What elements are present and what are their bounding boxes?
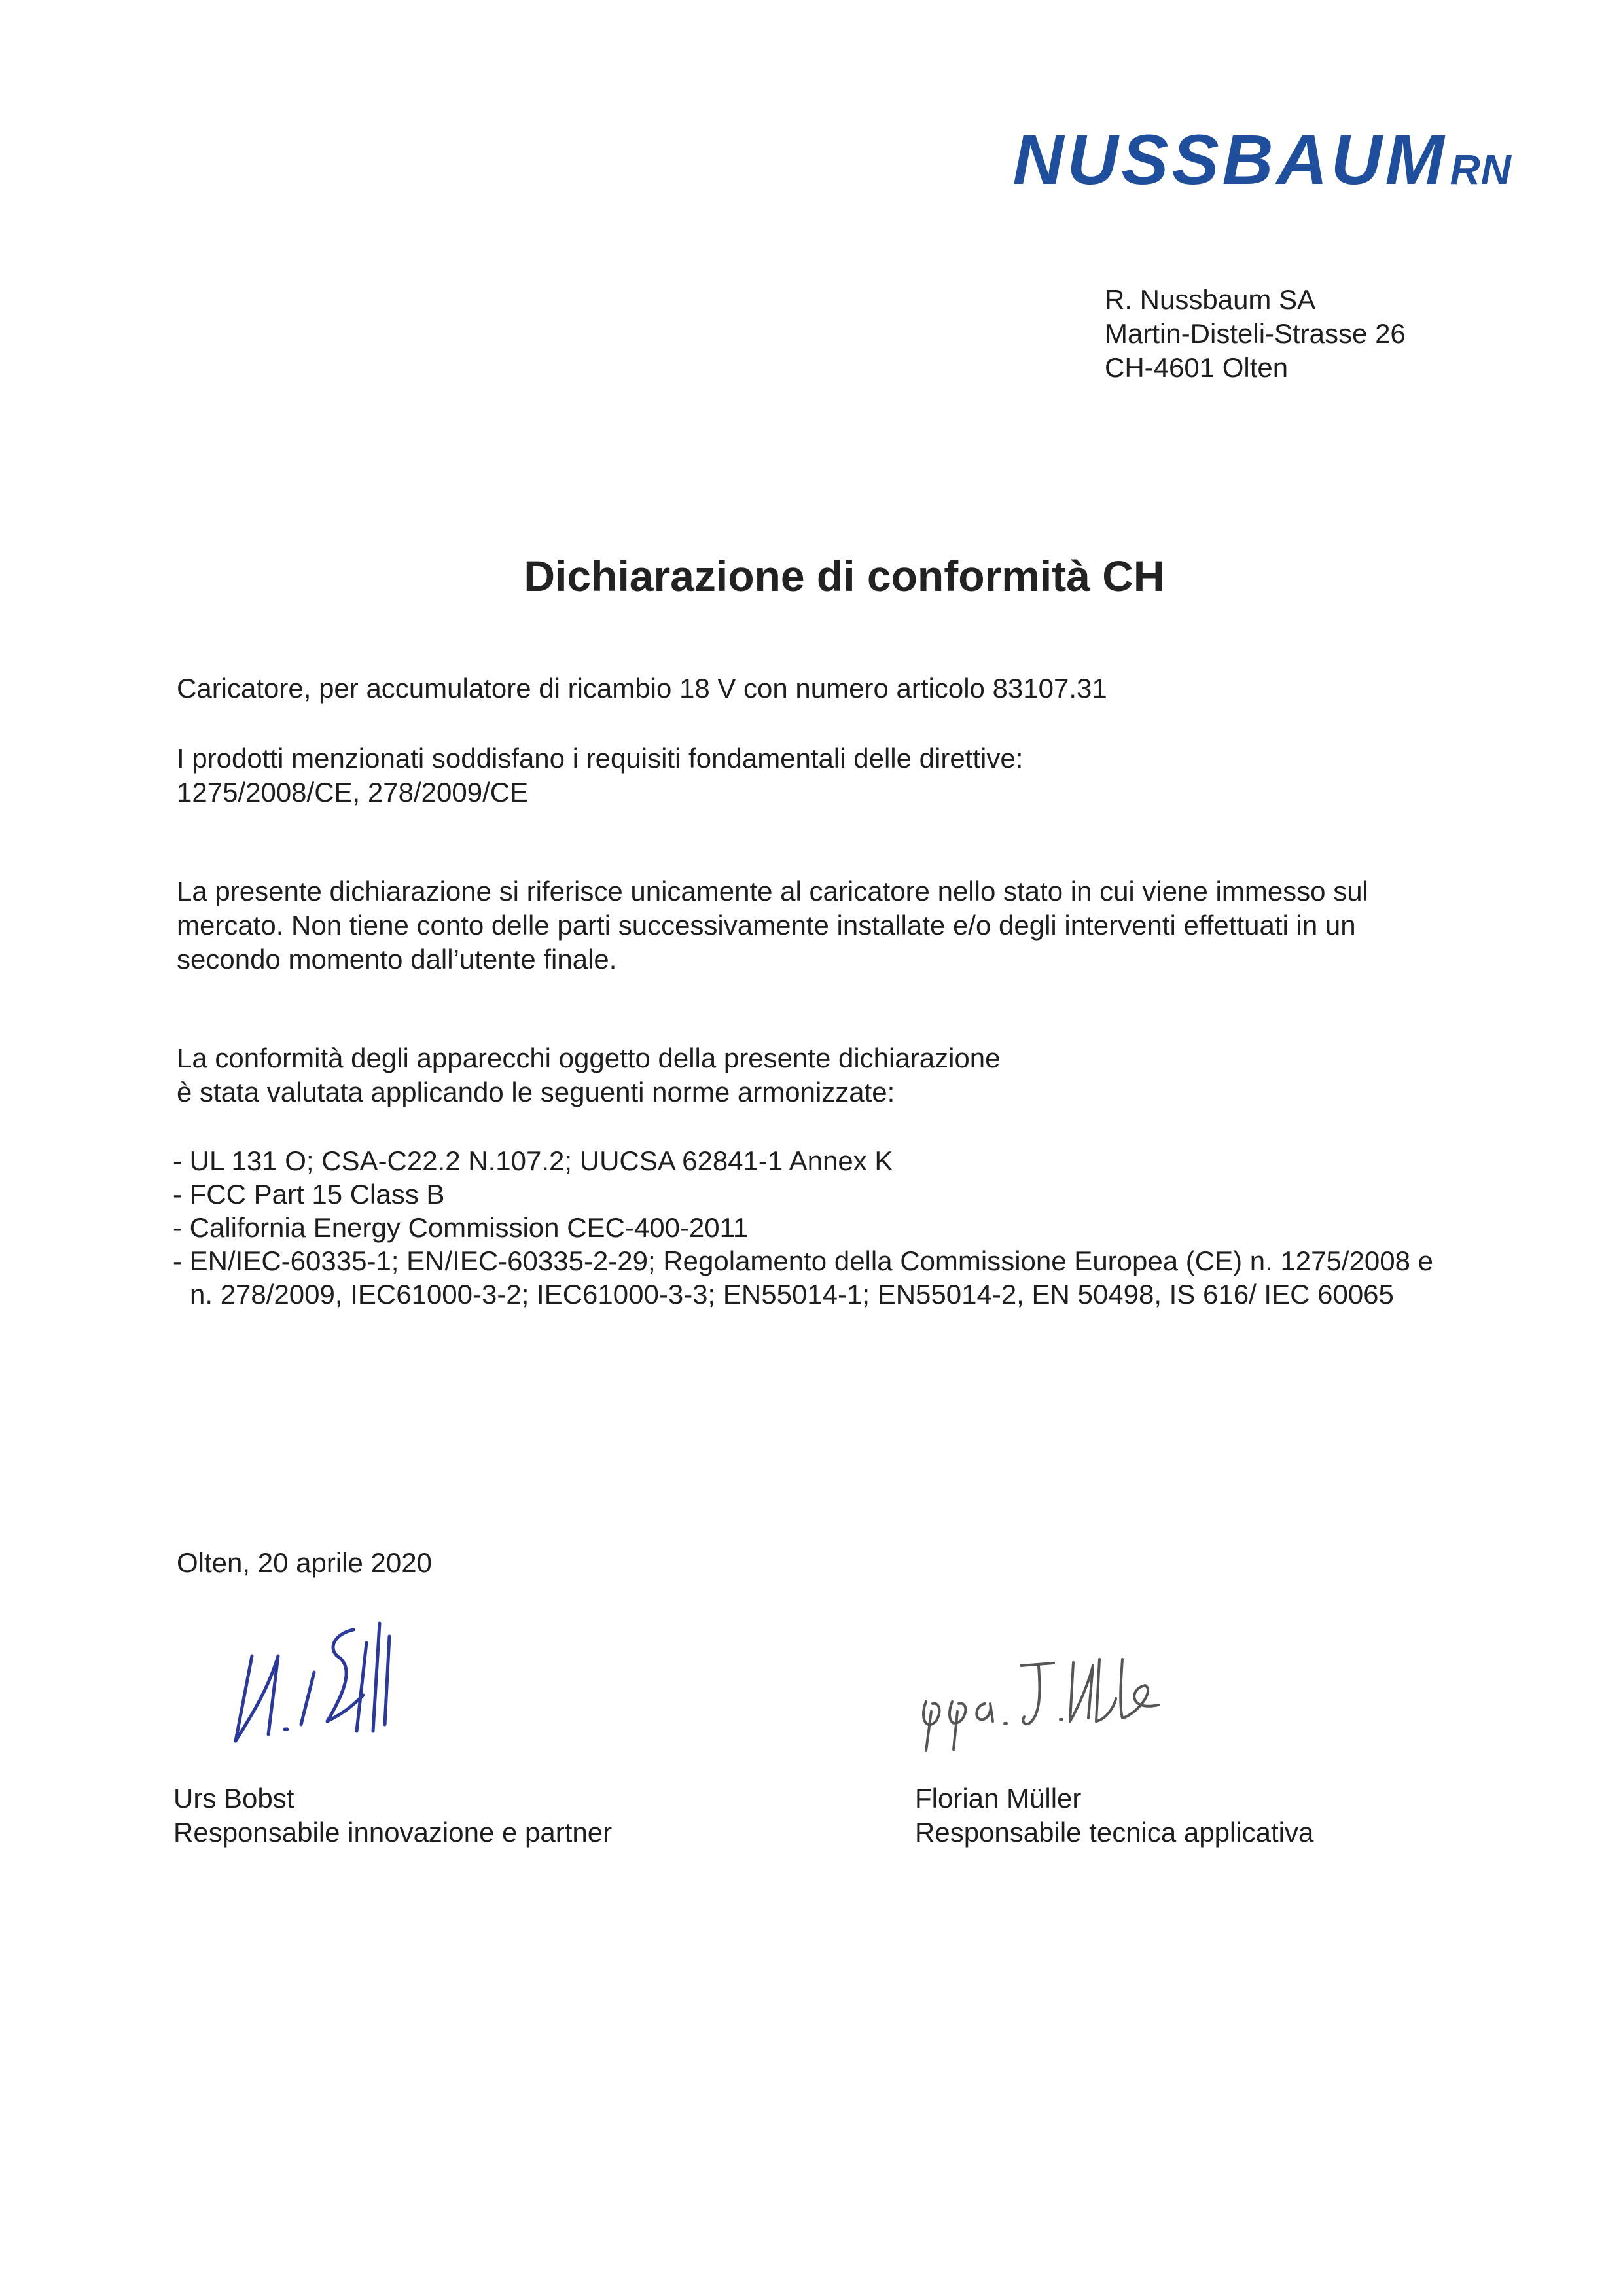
signature-urs-bobst: [216, 1617, 452, 1748]
norm-item: - UL 131 O; CSA-C22.2 N.107.2; UUCSA 62841-1 Annex K: [173, 1145, 893, 1176]
signature-florian-muller: [913, 1640, 1188, 1757]
address-line: CH-4601 Olten: [1105, 352, 1289, 383]
scope-line: secondo momento dall’utente finale.: [177, 944, 617, 975]
directives-block: [177, 742, 1023, 810]
norm-item: - California Energy Commission CEC-400-2011: [173, 1212, 749, 1243]
norms-list: [173, 1144, 1433, 1311]
signatory-left: [173, 1782, 612, 1850]
scope-paragraph: [177, 874, 1368, 977]
signatory-role: Responsabile tecnica applicativa: [915, 1817, 1314, 1848]
scope-line: La presente dichiarazione si riferisce unicamente al caricatore nello stato in cui viene immesso sul: [177, 876, 1368, 906]
scope-line: mercato. Non tiene conto delle parti successivamente installate e/o degli interventi effettuati in un: [177, 910, 1356, 941]
signatory-name: Florian Müller: [915, 1783, 1082, 1814]
address-line: R. Nussbaum SA: [1105, 284, 1316, 315]
product-description: Caricatore, per accumulatore di ricambio 18 V con numero articolo 83107.31: [177, 673, 1107, 704]
signatory-role: Responsabile innovazione e partner: [173, 1817, 613, 1848]
norms-intro: [177, 1041, 1000, 1109]
logo-name: NUSSBAUM: [1012, 120, 1448, 199]
company-logo: [1012, 120, 1512, 199]
directives-list: 1275/2008/CE, 278/2009/CE: [177, 777, 529, 808]
directives-intro: I prodotti menzionati soddisfano i requisiti fondamentali delle direttive:: [177, 743, 1024, 774]
norms-intro-line: La conformità degli apparecchi oggetto della presente dichiarazione: [177, 1043, 1001, 1073]
signatory-right: [915, 1782, 1313, 1850]
sender-address: [1105, 283, 1406, 385]
norm-item: - EN/IEC-60335-1; EN/IEC-60335-2-29; Regolamento della Commissione Europea (CE) n. 1275/2008 e: [173, 1246, 1434, 1276]
norm-item-continuation: n. 278/2009, IEC61000-3-2; IEC61000-3-3; EN55014-1; EN55014-2, EN 50498, IS 616/ IEC 60065: [190, 1279, 1394, 1310]
norm-item: - FCC Part 15 Class B: [173, 1179, 445, 1210]
signatory-name: Urs Bobst: [173, 1783, 294, 1814]
address-line: Martin-Disteli-Strasse 26: [1105, 318, 1406, 349]
place-date: Olten, 20 aprile 2020: [177, 1547, 432, 1578]
document-title: Dichiarazione di conformità CH: [524, 552, 1165, 600]
norms-intro-line: è stata valutata applicando le seguenti norme armonizzate:: [177, 1077, 895, 1107]
logo-suffix: RN: [1450, 146, 1512, 193]
